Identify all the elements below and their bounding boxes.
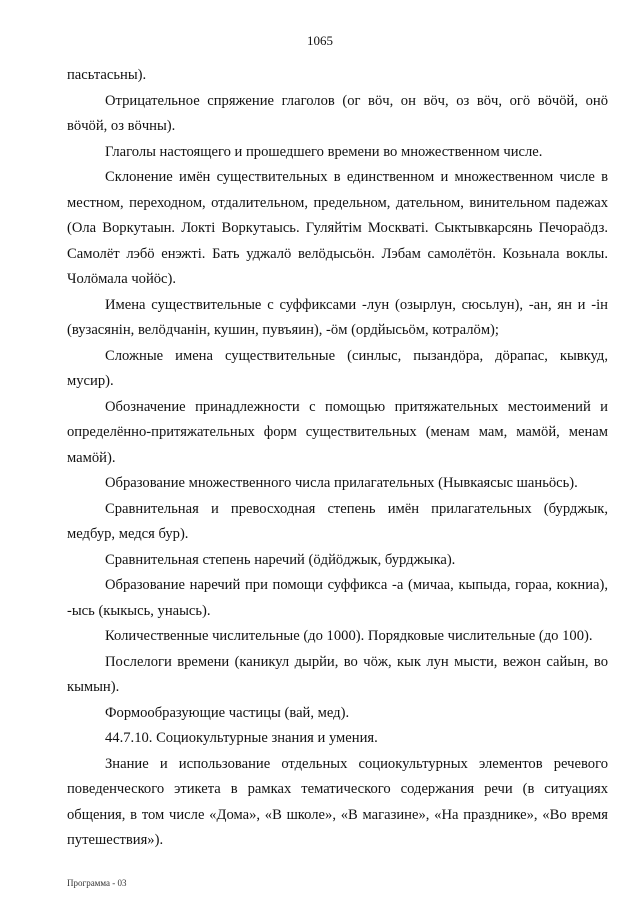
paragraph: Имена существительные с суффиксами -лун (озырлун, сюсьлун), -ан, ян и -iн (вузасянiн, велӧдчанiн, кушин, пувъяин), -ӧм (ордйысьӧм, котралӧм);	[67, 296, 608, 338]
paragraph: Послелоги времени (каникул дырйи, во чӧж, кык лун мысти, вежон сайын, во кымын).	[67, 653, 608, 695]
paragraph: Глаголы настоящего и прошедшего времени во множественном числе.	[105, 143, 543, 160]
paragraph: Отрицательное спряжение глаголов (ог вӧч, он вӧч, оз вӧч, огӧ вӧчӧй, онӧ вӧчӧй, оз вӧчны).	[67, 92, 608, 134]
page-number: 1065	[307, 33, 333, 48]
paragraph: Обозначение принадлежности с помощью притяжательных местоимений и определённо-притяжательных форм существительных (менам мам, мамӧй, менам мамӧй).	[67, 398, 608, 466]
paragraph: Образование множественного числа прилагательных (Нывкаясыс шаньӧсь).	[105, 475, 578, 491]
paragraph: Сложные имена существительные (синлыс, пызандӧра, дӧрапас, кывкуд, мусир).	[67, 347, 608, 389]
paragraph: Склонение имён существительных в единственном и множественном числе в местном, переходном, отдалительном, предельном, дательном, винительном падежах (Ола Воркутаын. Локтi Воркутаысь. Гуляйтiм Москватi. Сыктывкарсянь Печораӧдз. Самолёт лэбӧ енэжтi. Бать уджалӧ велӧдысьӧн. Лэбам самолётӧн. Козьнала воклы. Чолӧмала чойӧс).	[67, 169, 608, 287]
paragraph: Сравнительная и превосходная степень имён прилагательных (бурджык, медбур, медся бур).	[67, 500, 608, 542]
paragraph: Количественные числительные (до 1000). Порядковые числительные (до 100).	[105, 628, 593, 644]
paragraph: Образование наречий при помощи суффикса -а (мичаа, кыпыда, гораа, кокниа), -ысь (кыкысь, унаысь).	[67, 577, 608, 619]
paragraph: Формообразующие частицы (вай, мед).	[105, 704, 350, 721]
paragraph: Сравнительная степень наречий (ӧдйӧджык, бурджыка).	[105, 551, 456, 568]
body-text	[67, 63, 608, 854]
section-heading: 44.7.10. Социокультурные знания и умения.	[105, 730, 378, 746]
footer-label: Программа - 03	[67, 878, 127, 888]
paragraph: Знание и использование отдельных социокультурных элементов речевого поведенческого этикета в рамках тематического содержания речи (в ситуациях общения, в том числе «Дома», «В школе», «В магазине», «На празднике», «Во время путешествия»).	[67, 755, 608, 848]
paragraph: пасьтасьны).	[67, 67, 147, 83]
